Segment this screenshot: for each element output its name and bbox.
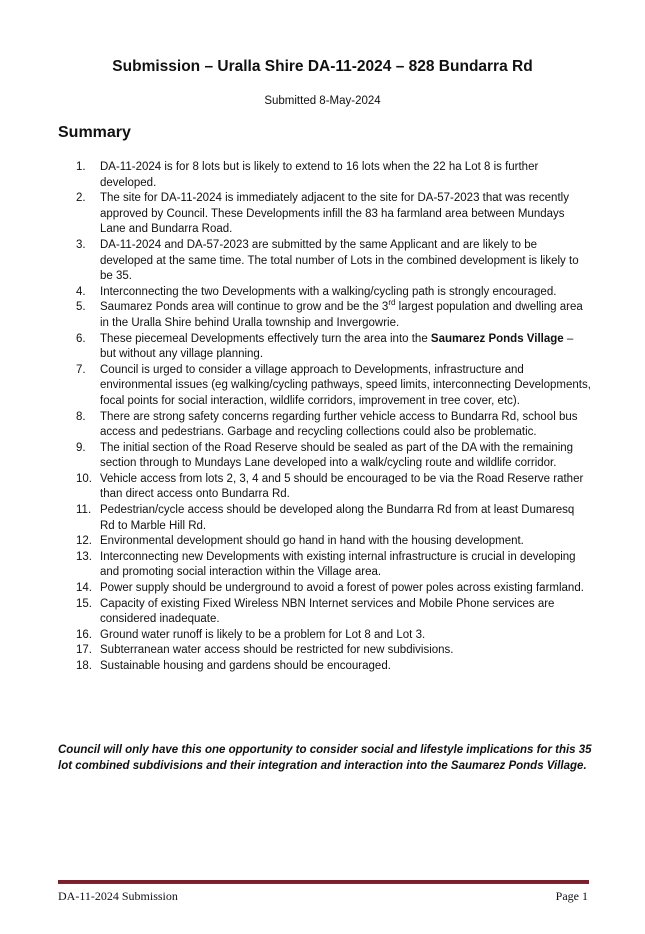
item-text-before: Saumarez Ponds area will continue to grow and be the 3 <box>100 301 389 314</box>
item-number: 10. <box>76 472 92 485</box>
item-text: The site for DA-11-2024 is immediately adjacent to the site for DA-57-2023 that was recently approved by Council. These Developments infill the 83 ha farmland area between Mundays Lane and Bundarra Road. <box>100 192 569 236</box>
item-text: Council is urged to consider a village approach to Developments, infrastructure and environmental issues (eg walking/cycling pathways, speed limits, interconnecting Developments, focal points for social interaction, wildlife corridors, improvement in tree cover, etc). <box>100 363 591 407</box>
list-item <box>58 238 592 285</box>
item-text: Vehicle access from lots 2, 3, 4 and 5 should be encouraged to be via the Road Reserve rather than direct access onto Bundarra Rd. <box>100 472 584 501</box>
list-item <box>58 160 592 191</box>
item-number: 11. <box>76 504 92 517</box>
item-text: DA-11-2024 and DA-57-2023 are submitted by the same Applicant and are likely to be developed at the same time. The total number of Lots in the combined development is likely to be 35. <box>100 238 579 283</box>
item-number: 16. <box>76 628 92 641</box>
item-text-after: largest population and dwelling area in the Uralla Shire behind Uralla township and Invergowrie. <box>100 301 583 329</box>
item-text-after: – but without any village planning. <box>100 332 574 361</box>
list-item <box>58 472 592 503</box>
item-text-before: These piecemeal Developments effectively turn the area into the <box>100 332 431 345</box>
list-item <box>58 581 592 597</box>
item-text: Power supply should be underground to avoid a forest of power poles across existing farmland. <box>100 582 584 595</box>
list-item <box>58 410 592 441</box>
item-text: DA-11-2024 is for 8 lots but is likely to extend to 16 lots when the 22 ha Lot 8 is further developed. <box>100 161 539 189</box>
item-number: 3. <box>76 238 86 251</box>
item-number: 15. <box>76 597 92 610</box>
list-item <box>58 191 592 238</box>
item-text: Environmental development should go hand in hand with the housing development. <box>100 535 524 548</box>
item-number: 1. <box>76 161 86 173</box>
item-number: 17. <box>76 644 92 657</box>
list-item <box>58 534 592 550</box>
list-item <box>58 550 592 581</box>
item-text: Ground water runoff is likely to be a problem for Lot 8 and Lot 3. <box>100 628 426 641</box>
list-item <box>58 643 592 659</box>
item-number: 7. <box>76 363 86 376</box>
list-item <box>58 300 592 331</box>
item-text: Pedestrian/cycle access should be developed along the Bundarra Rd from at least Dumaresq Rd to Marble Hill Rd. <box>100 504 575 532</box>
item-text: There are strong safety concerns regarding further vehicle access to Bundarra Rd, school bus access and pedestrians. Garbage and recycling collections could also be problematic. <box>100 410 578 439</box>
footer-document-name: DA-11-2024 Submission <box>58 889 178 903</box>
footer-page-number: Page 1 <box>555 889 588 903</box>
list-item <box>58 659 592 675</box>
item-text: The initial section of the Road Reserve should be sealed as part of the DA with the remaining section through to Mundays Lane developed into a walk/cycling route and wildlife corridor. <box>100 441 574 470</box>
item-number: 14. <box>76 582 92 595</box>
item-number: 9. <box>76 441 86 454</box>
list-item <box>58 363 592 410</box>
list-item <box>58 503 592 534</box>
list-item <box>58 332 592 363</box>
superscript: rd <box>388 298 396 308</box>
item-number: 12. <box>76 535 92 548</box>
summary-list <box>58 160 592 675</box>
list-item <box>58 441 592 472</box>
item-number: 6. <box>76 332 86 345</box>
item-number: 2. <box>76 192 86 205</box>
item-text: Capacity of existing Fixed Wireless NBN Internet services and Mobile Phone services are considered inadequate. <box>100 597 555 626</box>
item-text: Interconnecting new Developments with existing internal infrastructure is crucial in developing and promoting social interaction within the Village area. <box>100 550 576 579</box>
item-number: 18. <box>76 660 92 672</box>
village-name: Saumarez Ponds Village <box>430 332 564 345</box>
item-number: 8. <box>76 410 86 423</box>
list-item <box>58 597 592 628</box>
list-item <box>58 628 592 644</box>
footer-divider <box>58 880 589 884</box>
item-text: Subterranean water access should be restricted for new subdivisions. <box>100 644 454 657</box>
document-title: Submission – Uralla Shire DA-11-2024 – 828 Bundarra Rd <box>112 58 533 75</box>
item-text: Sustainable housing and gardens should be encouraged. <box>100 660 391 672</box>
submitted-date: Submitted 8-May-2024 <box>264 95 381 107</box>
item-text: Interconnecting the two Developments with a walking/cycling path is strongly encouraged. <box>100 285 557 298</box>
item-number: 5. <box>76 301 86 314</box>
closing-statement: Council will only have this one opportunity to consider social and lifestyle implications for this 35 lot combined subdivisions and their integration and interaction into the Saumarez Ponds Village. <box>58 744 592 772</box>
summary-heading: Summary <box>58 124 131 141</box>
item-number: 13. <box>76 550 92 563</box>
item-number: 4. <box>76 285 86 298</box>
list-item <box>58 285 592 301</box>
